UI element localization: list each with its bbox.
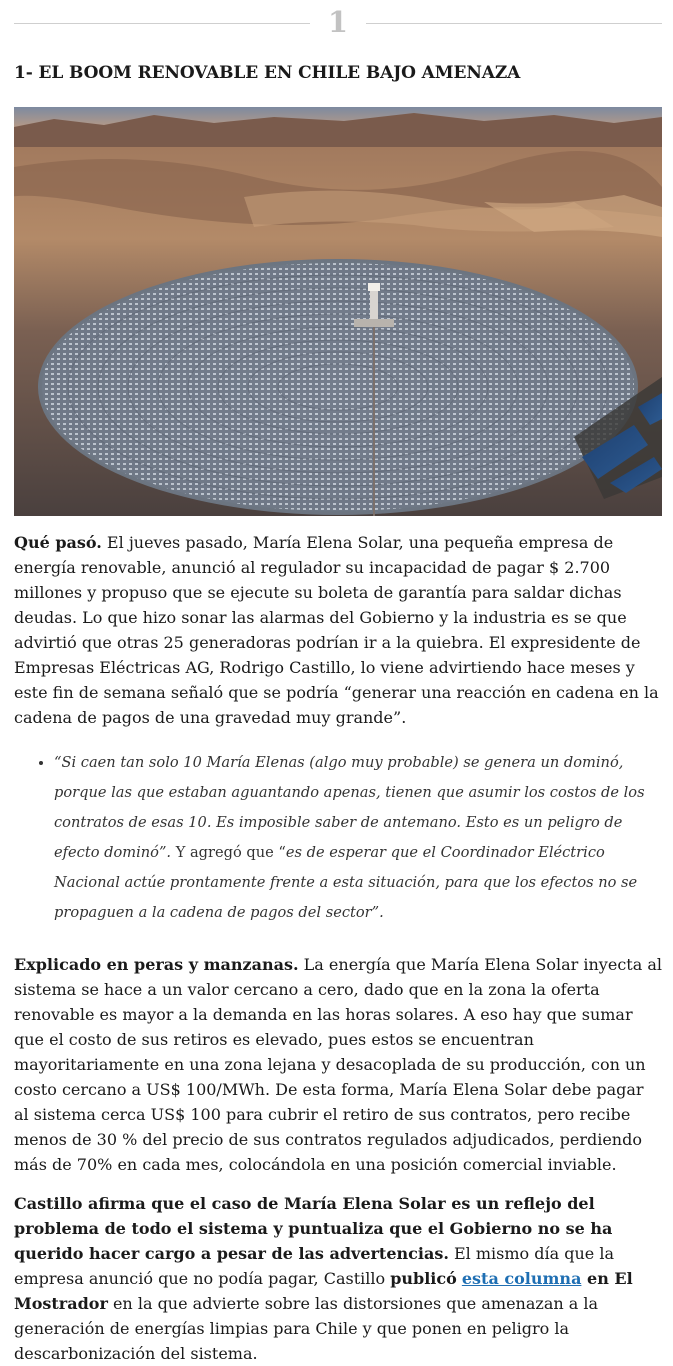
paragraph-castillo <box>14 1191 662 1366</box>
paragraph-explained <box>14 952 662 1177</box>
column-link[interactable]: esta columna <box>461 1269 582 1288</box>
lead-castillo: Castillo afirma que el caso de María Elena Solar es un reflejo del problema de todo el sistema y puntualiza que el Gobierno no se ha querido hacer cargo a pesar de las advertencias. <box>14 1194 613 1263</box>
paragraph-what-happened <box>14 530 662 730</box>
section-header <box>14 0 662 46</box>
section-rule-right <box>366 23 662 24</box>
lead-explained: Explicado en peras y manzanas. <box>14 955 299 974</box>
quote-list <box>14 748 662 928</box>
section-number: 1 <box>327 5 349 39</box>
solar-plant-illustration <box>14 107 662 516</box>
article-title: 1- EL BOOM RENOVABLE EN CHILE BAJO AMENAZA <box>14 63 521 83</box>
hero-image <box>14 107 662 516</box>
bold-el-mostrador: en El Mostrador <box>14 1269 633 1313</box>
quote-part-1: “Si caen tan solo 10 María Elenas (algo muy probable) se genera un dominó, porque las que estaban aguantando apenas, tienen que asumir los costos de los contratos de esas 10. Es imposible saber de antemano. Esto es un peligro de efecto dominó”. <box>54 754 645 861</box>
section-rule-left <box>14 23 310 24</box>
text-explained: La energía que María Elena Solar inyecta al sistema se hace a un valor cercano a cero, dado que en la zona la oferta renovable es mayor a la demanda en las horas solares. A eso hay que sumar que el costo de sus retiros es elevado, pues estos se encuentran mayoritariamente en una zona lejana y desacoplada de su producción, con un costo cercano a US$ 100/MWh. De esta forma, María Elena Solar debe pagar al sistema cerca US$ 100 para cubrir el retiro de sus contratos, pero recibe menos de 30 % del precio de sus contratos regulados adjudicados, perdiendo más de 70% en cada mes, colocándola en una posición comercial inviable. <box>14 955 662 1174</box>
article-container <box>14 0 662 1366</box>
bold-publicado: publicó <box>390 1269 457 1288</box>
text-castillo-1: El mismo día que la empresa anunció que no podía pagar, Castillo <box>14 1244 615 1288</box>
quote-item <box>54 748 662 928</box>
quote-part-2: es de esperar que el Coordinador Eléctrico Nacional actúe prontamente frente a esta situación, para que los efectos no se propaguen a la cadena de pagos del sector”. <box>54 844 638 921</box>
lead-what-happened: Qué pasó. <box>14 533 102 552</box>
text-castillo-2: en la que advierte sobre las distorsiones que amenazan a la generación de energías limpias para Chile y que ponen en peligro la descarbonización del sistema. <box>14 1294 599 1363</box>
text-what-happened: El jueves pasado, María Elena Solar, una pequeña empresa de energía renovable, anunció al regulador su incapacidad de pagar $ 2.700 millones y propuso que se ejecute su boleta de garantía para saldar dichas deudas. Lo que hizo sonar las alarmas del Gobierno y la industria es se que advirtió que otras 25 generadoras podrían ir a la quiebra. El expresidente de Empresas Eléctricas AG, Rodrigo Castillo, lo viene advirtiendo hace meses y este fin de semana señaló que se podría “generar una reacción en cadena en la cadena de pagos de una gravedad muy grande”. <box>14 533 659 727</box>
quote-middle: Y agregó que “ <box>171 844 286 861</box>
